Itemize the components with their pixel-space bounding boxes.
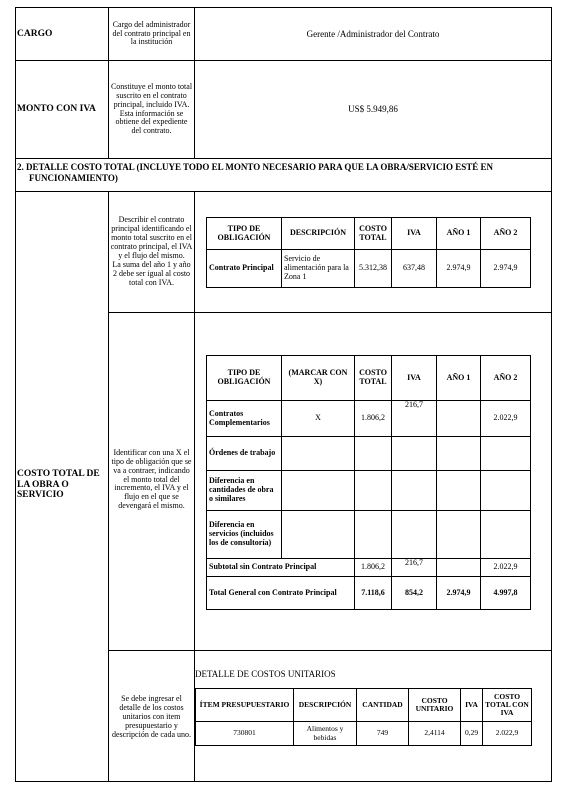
cell-ano-1 [437, 471, 481, 511]
cargo-description: Cargo del administrador del contrato principal en la institución [112, 19, 191, 47]
header-costo-total: COSTO TOTAL [355, 218, 392, 250]
subtotal-iva: 216,7 [392, 559, 437, 577]
subtotal-row [207, 559, 531, 577]
cell-ano-1: 2.974,9 [437, 250, 481, 288]
cell-ano-2: 2.022,9 [481, 401, 531, 437]
rule [108, 191, 109, 782]
rule [15, 191, 552, 192]
section-2-heading [17, 162, 547, 185]
header-descripcion: DESCRIPCIÓN [294, 689, 357, 722]
header-item: ÍTEM PRESUPUESTARIO [196, 689, 294, 722]
header-tipo: TIPO DE OBLIGACIÓN [207, 218, 282, 250]
rule [108, 312, 552, 313]
subtotal-ano-2: 2.022,9 [481, 559, 531, 577]
header-cantidad: CANTIDAD [357, 689, 409, 722]
desc-obligacion: Identificar con una X el tipo de obligación que se va a contraer, indicando el monto total del incremento, el IVA y el flujo en el que se devengará el mismo. [111, 447, 192, 511]
header-iva: IVA [392, 218, 437, 250]
costos-unitarios-table [195, 688, 532, 746]
table-row [207, 471, 531, 511]
cell-ano-2 [481, 511, 531, 559]
monto-label: MONTO CON IVA [17, 104, 96, 115]
total-ano-2: 4.997,8 [481, 577, 531, 610]
header-descripcion: DESCRIPCIÓN [282, 218, 355, 250]
total-iva: 854,2 [392, 577, 437, 610]
contrato-principal-table [206, 217, 531, 288]
rule [15, 191, 16, 782]
monto-value: US$ 5.949,86 [348, 104, 398, 115]
cell-ano-1 [437, 437, 481, 471]
cell-iva: 216,7 [392, 401, 437, 437]
header-ano-2: AÑO 2 [481, 356, 531, 401]
cell-tipo: Diferencia en cantidades de obra o similares [207, 471, 282, 511]
cell-marcar [282, 437, 355, 471]
cell-iva [392, 437, 437, 471]
cell-ano-2 [481, 471, 531, 511]
header-costo-total-iva: COSTO TOTAL CON IVA [483, 689, 532, 722]
cell-tipo: Diferencia en servicios (incluidos los de consultoría) [207, 511, 282, 559]
cell-costo-total: 5.312,38 [355, 250, 392, 288]
cell-item: 730801 [196, 722, 294, 746]
cell-marcar [282, 511, 355, 559]
obligaciones-table [206, 355, 531, 610]
cell-descripcion: Alimentos y bebidas [294, 722, 357, 746]
total-costo-total: 7.118,6 [355, 577, 392, 610]
cell-costo-total-iva: 2.022,9 [483, 722, 532, 746]
unitarios-title: DETALLE DE COSTOS UNITARIOS [195, 669, 336, 679]
cell-costo-total [355, 471, 392, 511]
subtotal-costo-total: 1.806,2 [355, 559, 392, 577]
table-header-row [207, 218, 531, 250]
rule [551, 7, 552, 782]
cell-marcar [282, 471, 355, 511]
rule [108, 650, 552, 651]
table-row [196, 722, 532, 746]
cell-tipo: Órdenes de trabajo [207, 437, 282, 471]
section-2-heading-line2: FUNCIONAMIENTO) [29, 173, 118, 184]
rule [15, 7, 16, 159]
total-label: Total General con Contrato Principal [207, 577, 355, 610]
cell-ano-2: 2.974,9 [481, 250, 531, 288]
table-row [207, 511, 531, 559]
header-costo-total: COSTO TOTAL [355, 356, 392, 401]
total-row [207, 577, 531, 610]
header-marcar: (MARCAR CON X) [282, 356, 355, 401]
cell-costo-unitario: 2,4114 [409, 722, 461, 746]
rule [194, 7, 195, 159]
cell-costo-total [355, 511, 392, 559]
header-ano-1: AÑO 1 [437, 356, 481, 401]
header-costo-unitario: COSTO UNITARIO [409, 689, 461, 722]
cell-tipo: Contratos Complementarios [207, 401, 282, 437]
cell-costo-total [355, 437, 392, 471]
header-ano-2: AÑO 2 [481, 218, 531, 250]
table-row [207, 250, 531, 288]
table-header-row [207, 356, 531, 401]
rule [15, 781, 552, 782]
total-ano-1: 2.974,9 [437, 577, 481, 610]
cell-iva: 637,48 [392, 250, 437, 288]
table-row [207, 401, 531, 437]
header-tipo: TIPO DE OBLIGACIÓN [207, 356, 282, 401]
costo-total-label: COSTO TOTAL DE LA OBRA O SERVICIO [17, 469, 100, 501]
subtotal-label: Subtotal sin Contrato Principal [207, 559, 355, 577]
cell-cantidad: 749 [357, 722, 409, 746]
cargo-label: CARGO [17, 28, 53, 39]
cell-iva [392, 471, 437, 511]
header-iva: IVA [461, 689, 483, 722]
section-2-heading-line1: 2. DETALLE COSTO TOTAL (INCLUYE TODO EL MONTO NECESARIO PARA QUE LA OBRA/SERVICIO ESTÉ EN [17, 162, 494, 172]
cell-tipo: Contrato Principal [207, 250, 282, 288]
subtotal-ano-1 [437, 559, 481, 577]
rule [15, 158, 552, 159]
cell-ano-1 [437, 511, 481, 559]
cell-costo-total: 1.806,2 [355, 401, 392, 437]
cell-marcar: X [282, 401, 355, 437]
desc-unitarios: Se debe ingresar el detalle de los costos unitarios con item presupuestario y descripción de cada uno. [111, 694, 192, 739]
cell-descripcion: Servicio de alimentación para la Zona 1 [282, 250, 355, 288]
monto-description: Constituye el monto total suscrito en el contrato principal, incluido IVA. Esta información se obtiene del expediente del contrato. [110, 81, 193, 136]
cell-ano-1 [437, 401, 481, 437]
desc-principal: Describir el contrato principal identificando el monto total suscrito en el contrato principal, el IVA y el flujo del mismo. La suma del año 1 y año 2 debe ser igual al costo total con IVA. [110, 215, 193, 287]
rule [108, 7, 109, 159]
rule [15, 158, 16, 192]
cell-ano-2 [481, 437, 531, 471]
header-ano-1: AÑO 1 [437, 218, 481, 250]
cargo-value: Gerente /Administrador del Contrato [306, 28, 440, 39]
header-iva: IVA [392, 356, 437, 401]
table-row [207, 437, 531, 471]
table-header-row [196, 689, 532, 722]
cell-iva [392, 511, 437, 559]
cell-iva: 0,29 [461, 722, 483, 746]
